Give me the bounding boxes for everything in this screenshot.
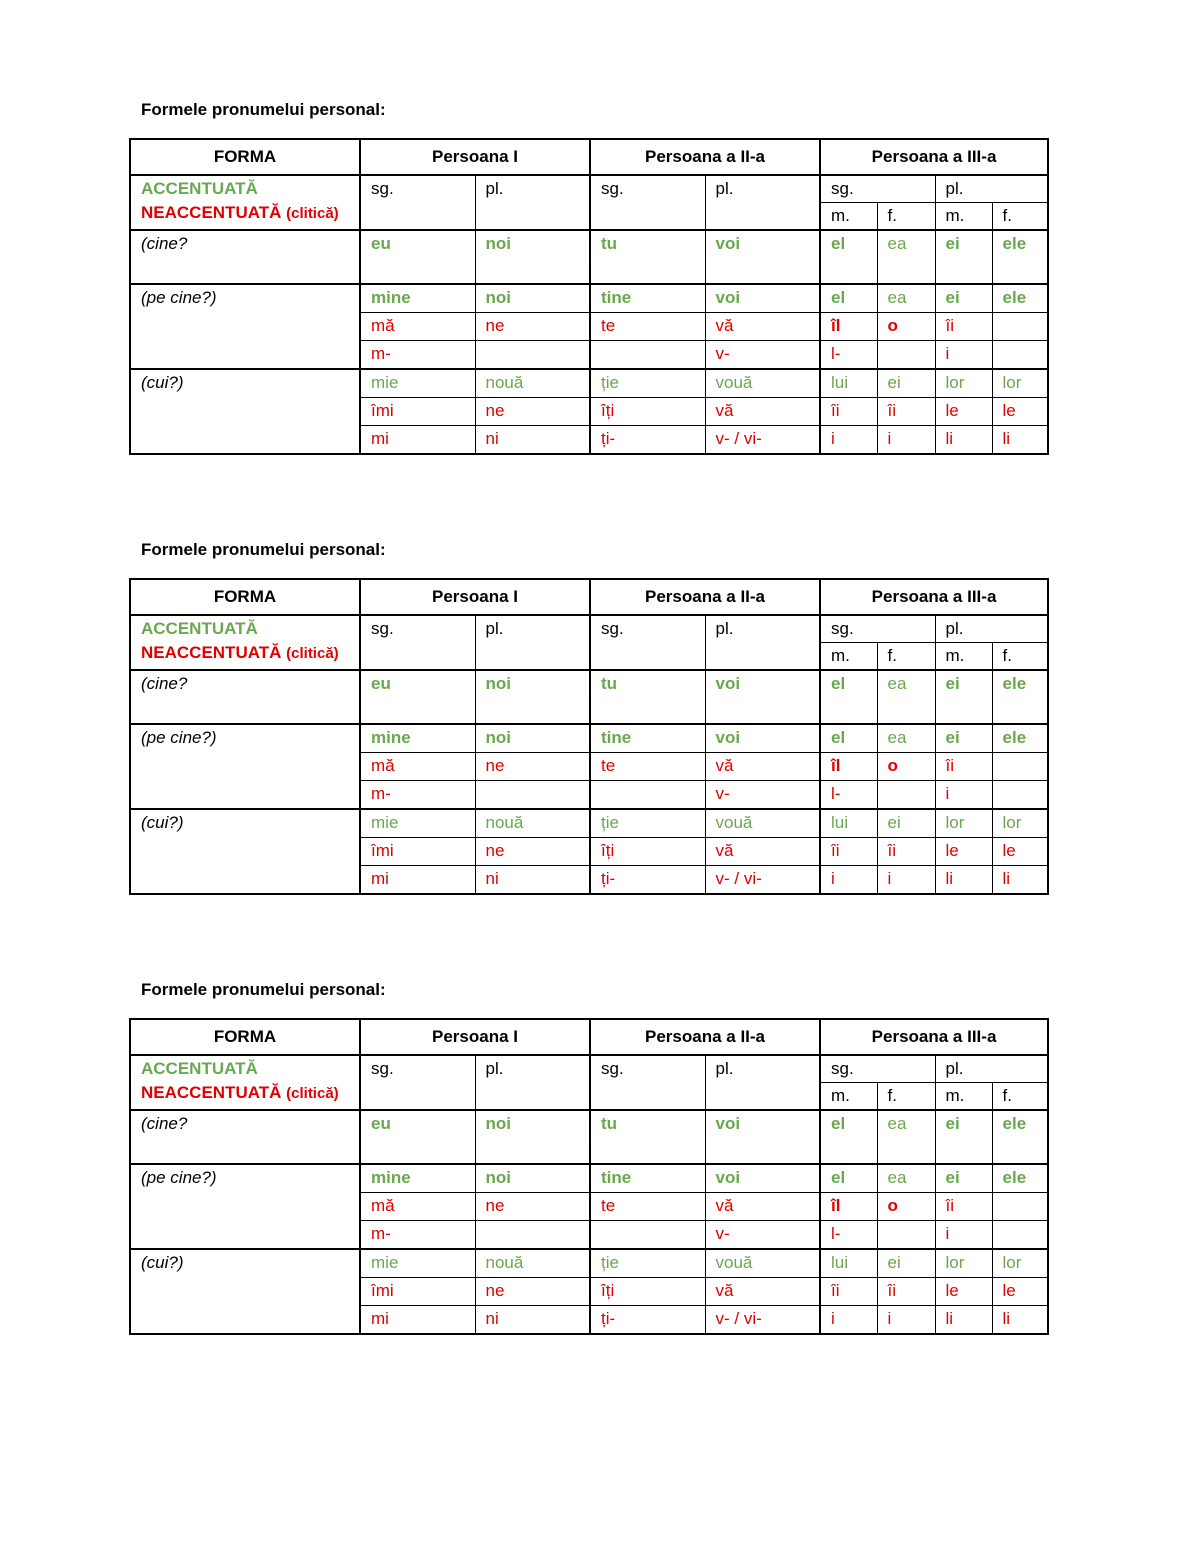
header-forma: FORMA: [130, 139, 360, 175]
gender-f-pl: f.: [992, 643, 1048, 671]
number-pl-p1: pl.: [475, 175, 590, 230]
pronoun-table: [129, 138, 1049, 455]
pronoun-cell: mă: [360, 1193, 475, 1221]
pronoun-cell: îi: [820, 398, 877, 426]
pronoun-cell: li: [935, 1306, 992, 1335]
pronoun-cell: el: [820, 1164, 877, 1193]
pronoun-cell: nouă: [475, 369, 590, 398]
label-neaccentuata: [141, 203, 349, 224]
number-sg-p2: sg.: [590, 615, 705, 670]
pronoun-cell: noi: [475, 670, 590, 724]
pronoun-cell: te: [590, 313, 705, 341]
pronoun-cell: lor: [992, 809, 1048, 838]
pronoun-cell: ni: [475, 426, 590, 455]
pronoun-cell: voi: [705, 724, 820, 753]
pronoun-cell: m-: [360, 1221, 475, 1250]
row-cine: [130, 1110, 1048, 1164]
pronoun-cell: l-: [820, 341, 877, 370]
pronoun-cell: ei: [877, 809, 935, 838]
pronoun-cell: mi: [360, 866, 475, 895]
pronoun-cell: vă: [705, 1193, 820, 1221]
pronoun-cell: vă: [705, 313, 820, 341]
pronoun-cell: vă: [705, 838, 820, 866]
section-title: Formele pronumelui personal:: [141, 100, 386, 119]
forma-legend: [130, 175, 360, 230]
pronoun-cell: ni: [475, 866, 590, 895]
label-neaccentuata-text: NEACCENTUATĂ: [141, 1083, 282, 1102]
pronoun-cell: mine: [360, 724, 475, 753]
pronoun-cell: tu: [590, 230, 705, 284]
pronoun-cell: [992, 1193, 1048, 1221]
row-pe-cine-accentuata: [130, 1164, 1048, 1193]
pronoun-cell: el: [820, 284, 877, 313]
pronoun-cell: mine: [360, 284, 475, 313]
pronoun-cell: mie: [360, 809, 475, 838]
pronoun-cell: [992, 1221, 1048, 1250]
number-row: [130, 615, 1048, 643]
pronoun-cell: i: [877, 426, 935, 455]
pronoun-cell: ele: [992, 724, 1048, 753]
header-forma: FORMA: [130, 579, 360, 615]
pronoun-cell: i: [877, 866, 935, 895]
pronoun-table: [129, 578, 1049, 895]
pronoun-cell: tu: [590, 1110, 705, 1164]
pronoun-cell: voi: [705, 284, 820, 313]
pronoun-cell: ei: [877, 369, 935, 398]
pronoun-cell: [992, 313, 1048, 341]
pronoun-cell: ne: [475, 1278, 590, 1306]
number-pl-p2: pl.: [705, 615, 820, 670]
section-title: Formele pronumelui personal:: [141, 980, 386, 999]
gender-m-sg: m.: [820, 1083, 877, 1111]
pronoun-cell: îl: [820, 313, 877, 341]
pronoun-cell: vouă: [705, 1249, 820, 1278]
number-pl-p3: pl.: [935, 615, 1048, 643]
number-sg-p3: sg.: [820, 1055, 935, 1083]
header-forma: FORMA: [130, 1019, 360, 1055]
label-clitica: (clitică): [286, 645, 339, 662]
number-sg-p3: sg.: [820, 615, 935, 643]
pronoun-cell: ne: [475, 1193, 590, 1221]
pronoun-cell: ea: [877, 230, 935, 284]
pronoun-cell: vă: [705, 1278, 820, 1306]
number-pl-p1: pl.: [475, 1055, 590, 1110]
pronoun-cell: v- / vi-: [705, 866, 820, 895]
question-pe-cine: (pe cine?): [130, 1164, 360, 1249]
question-cui: (cui?): [130, 1249, 360, 1334]
pronoun-cell: voi: [705, 1110, 820, 1164]
pronoun-cell: i: [935, 1221, 992, 1250]
question-pe-cine: (pe cine?): [130, 284, 360, 369]
header-row: [130, 1019, 1048, 1055]
pronoun-cell: le: [992, 838, 1048, 866]
gender-f-pl: f.: [992, 1083, 1048, 1111]
pronoun-cell: ne: [475, 838, 590, 866]
label-neaccentuata: [141, 643, 349, 664]
header-persoana-2: Persoana a II-a: [590, 579, 820, 615]
label-neaccentuata: [141, 1083, 349, 1104]
header-row: [130, 139, 1048, 175]
pronoun-cell: lor: [992, 369, 1048, 398]
number-row: [130, 1055, 1048, 1083]
number-pl-p2: pl.: [705, 175, 820, 230]
question-pe-cine: (pe cine?): [130, 724, 360, 809]
pronoun-cell: noi: [475, 724, 590, 753]
number-sg-p1: sg.: [360, 175, 475, 230]
pronoun-table: [129, 1018, 1049, 1335]
gender-m-pl: m.: [935, 1083, 992, 1111]
pronoun-cell: lor: [935, 809, 992, 838]
pronoun-cell: ne: [475, 398, 590, 426]
forma-legend: [130, 615, 360, 670]
label-neaccentuata-text: NEACCENTUATĂ: [141, 203, 282, 222]
pronoun-cell: îți: [590, 398, 705, 426]
header-persoana-1: Persoana I: [360, 139, 590, 175]
pronoun-cell: mi: [360, 426, 475, 455]
pronoun-cell: noi: [475, 1110, 590, 1164]
pronoun-cell: îi: [877, 1278, 935, 1306]
question-cui: (cui?): [130, 809, 360, 894]
pronoun-cell: mie: [360, 369, 475, 398]
pronoun-cell: m-: [360, 341, 475, 370]
row-pe-cine-accentuata: [130, 284, 1048, 313]
number-sg-p2: sg.: [590, 175, 705, 230]
pronoun-cell: noi: [475, 284, 590, 313]
pronoun-cell: ți-: [590, 866, 705, 895]
number-pl-p3: pl.: [935, 1055, 1048, 1083]
number-sg-p3: sg.: [820, 175, 935, 203]
pronoun-cell: [877, 1221, 935, 1250]
number-row: [130, 175, 1048, 203]
pronoun-cell: mie: [360, 1249, 475, 1278]
pronoun-cell: ea: [877, 1164, 935, 1193]
number-pl-p2: pl.: [705, 1055, 820, 1110]
pronoun-cell: o: [877, 1193, 935, 1221]
number-sg-p1: sg.: [360, 615, 475, 670]
pronoun-cell: v- / vi-: [705, 1306, 820, 1335]
pronoun-cell: ei: [935, 1164, 992, 1193]
number-sg-p1: sg.: [360, 1055, 475, 1110]
pronoun-cell: îi: [935, 313, 992, 341]
pronoun-cell: ți-: [590, 426, 705, 455]
forma-legend: [130, 1055, 360, 1110]
label-accentuata: ACCENTUATĂ: [141, 1059, 258, 1078]
pronoun-cell: tine: [590, 284, 705, 313]
pronoun-cell: vouă: [705, 369, 820, 398]
pronoun-cell: nouă: [475, 809, 590, 838]
pronoun-cell: mine: [360, 1164, 475, 1193]
pronoun-cell: i: [820, 426, 877, 455]
row-cui-accentuata: [130, 809, 1048, 838]
pronoun-cell: tine: [590, 1164, 705, 1193]
pronoun-cell: îmi: [360, 1278, 475, 1306]
pronoun-cell: le: [992, 398, 1048, 426]
pronoun-cell: ei: [935, 670, 992, 724]
pronoun-cell: ei: [935, 724, 992, 753]
pronoun-cell: îi: [935, 753, 992, 781]
pronoun-cell: îl: [820, 753, 877, 781]
pronoun-cell: li: [935, 866, 992, 895]
pronoun-cell: v-: [705, 781, 820, 810]
pronoun-cell: ți-: [590, 1306, 705, 1335]
pronoun-cell: îți: [590, 1278, 705, 1306]
pronoun-cell: te: [590, 753, 705, 781]
pronoun-cell: îmi: [360, 398, 475, 426]
gender-f-pl: f.: [992, 203, 1048, 231]
gender-m-pl: m.: [935, 203, 992, 231]
pronoun-cell: v-: [705, 1221, 820, 1250]
header-persoana-1: Persoana I: [360, 579, 590, 615]
pronoun-cell: m-: [360, 781, 475, 810]
pronoun-cell: ni: [475, 1306, 590, 1335]
pronoun-cell: ție: [590, 369, 705, 398]
pronoun-cell: el: [820, 670, 877, 724]
pronoun-cell: lui: [820, 1249, 877, 1278]
label-accentuata: ACCENTUATĂ: [141, 619, 258, 638]
pronoun-cell: ea: [877, 724, 935, 753]
pronoun-cell: îi: [820, 1278, 877, 1306]
pronoun-cell: ne: [475, 753, 590, 781]
question-cine: (cine?: [130, 1110, 360, 1164]
row-cui-accentuata: [130, 369, 1048, 398]
question-cine: (cine?: [130, 230, 360, 284]
header-persoana-1: Persoana I: [360, 1019, 590, 1055]
label-accentuata: ACCENTUATĂ: [141, 179, 258, 198]
pronoun-cell: voi: [705, 670, 820, 724]
gender-m-pl: m.: [935, 643, 992, 671]
pronoun-cell: nouă: [475, 1249, 590, 1278]
row-cine: [130, 670, 1048, 724]
pronoun-cell: ea: [877, 1110, 935, 1164]
row-pe-cine-accentuata: [130, 724, 1048, 753]
pronoun-cell: [877, 781, 935, 810]
pronoun-cell: l-: [820, 781, 877, 810]
pronoun-cell: tu: [590, 670, 705, 724]
pronoun-cell: li: [935, 426, 992, 455]
header-row: [130, 579, 1048, 615]
gender-f-sg: f.: [877, 1083, 935, 1111]
pronoun-cell: li: [992, 426, 1048, 455]
gender-m-sg: m.: [820, 203, 877, 231]
pronoun-cell: voi: [705, 1164, 820, 1193]
pronoun-cell: vă: [705, 398, 820, 426]
pronoun-cell: li: [992, 866, 1048, 895]
pronoun-cell: îți: [590, 838, 705, 866]
pronoun-cell: le: [935, 1278, 992, 1306]
pronoun-cell: noi: [475, 1164, 590, 1193]
header-persoana-3: Persoana a III-a: [820, 579, 1048, 615]
pronoun-cell: voi: [705, 230, 820, 284]
pronoun-cell: ne: [475, 313, 590, 341]
pronoun-cell: li: [992, 1306, 1048, 1335]
label-neaccentuata-text: NEACCENTUATĂ: [141, 643, 282, 662]
row-cine: [130, 230, 1048, 284]
row-cui-accentuata: [130, 1249, 1048, 1278]
pronoun-cell: [877, 341, 935, 370]
pronoun-cell: [992, 781, 1048, 810]
gender-m-sg: m.: [820, 643, 877, 671]
pronoun-cell: vă: [705, 753, 820, 781]
pronoun-cell: îi: [820, 838, 877, 866]
pronoun-cell: ei: [935, 1110, 992, 1164]
pronoun-cell: eu: [360, 230, 475, 284]
header-persoana-2: Persoana a II-a: [590, 139, 820, 175]
pronoun-cell: [992, 753, 1048, 781]
label-clitica: (clitică): [286, 1085, 339, 1102]
header-persoana-3: Persoana a III-a: [820, 1019, 1048, 1055]
pronoun-cell: [475, 781, 590, 810]
pronoun-cell: îl: [820, 1193, 877, 1221]
pronoun-cell: te: [590, 1193, 705, 1221]
pronoun-cell: i: [820, 866, 877, 895]
pronoun-cell: ele: [992, 284, 1048, 313]
pronoun-cell: o: [877, 313, 935, 341]
pronoun-cell: [590, 1221, 705, 1250]
pronoun-cell: tine: [590, 724, 705, 753]
number-pl-p3: pl.: [935, 175, 1048, 203]
pronoun-cell: eu: [360, 1110, 475, 1164]
pronoun-cell: ele: [992, 230, 1048, 284]
pronoun-cell: îi: [877, 398, 935, 426]
pronoun-cell: le: [992, 1278, 1048, 1306]
gender-f-sg: f.: [877, 643, 935, 671]
pronoun-cell: ție: [590, 809, 705, 838]
pronoun-cell: mă: [360, 313, 475, 341]
pronoun-cell: [475, 341, 590, 370]
header-persoana-3: Persoana a III-a: [820, 139, 1048, 175]
pronoun-cell: le: [935, 838, 992, 866]
pronoun-cell: îi: [935, 1193, 992, 1221]
pronoun-cell: ei: [877, 1249, 935, 1278]
number-pl-p1: pl.: [475, 615, 590, 670]
pronoun-cell: el: [820, 1110, 877, 1164]
pronoun-cell: ele: [992, 670, 1048, 724]
pronoun-cell: lor: [935, 1249, 992, 1278]
gender-f-sg: f.: [877, 203, 935, 231]
pronoun-cell: îmi: [360, 838, 475, 866]
pronoun-cell: lor: [992, 1249, 1048, 1278]
pronoun-cell: i: [820, 1306, 877, 1335]
pronoun-cell: mi: [360, 1306, 475, 1335]
pronoun-cell: v- / vi-: [705, 426, 820, 455]
pronoun-cell: ei: [935, 230, 992, 284]
pronoun-cell: l-: [820, 1221, 877, 1250]
pronoun-cell: v-: [705, 341, 820, 370]
pronoun-cell: [992, 341, 1048, 370]
pronoun-cell: el: [820, 724, 877, 753]
pronoun-cell: ție: [590, 1249, 705, 1278]
pronoun-cell: i: [877, 1306, 935, 1335]
pronoun-cell: [475, 1221, 590, 1250]
pronoun-cell: ele: [992, 1110, 1048, 1164]
pronoun-cell: le: [935, 398, 992, 426]
pronoun-cell: ea: [877, 284, 935, 313]
pronoun-cell: i: [935, 341, 992, 370]
number-sg-p2: sg.: [590, 1055, 705, 1110]
pronoun-cell: lui: [820, 369, 877, 398]
pronoun-cell: ei: [935, 284, 992, 313]
pronoun-cell: mă: [360, 753, 475, 781]
pronoun-cell: el: [820, 230, 877, 284]
pronoun-cell: lui: [820, 809, 877, 838]
pronoun-cell: i: [935, 781, 992, 810]
question-cui: (cui?): [130, 369, 360, 454]
pronoun-cell: eu: [360, 670, 475, 724]
pronoun-cell: vouă: [705, 809, 820, 838]
header-persoana-2: Persoana a II-a: [590, 1019, 820, 1055]
pronoun-cell: lor: [935, 369, 992, 398]
section-title: Formele pronumelui personal:: [141, 540, 386, 559]
pronoun-cell: [590, 781, 705, 810]
pronoun-cell: noi: [475, 230, 590, 284]
pronoun-cell: ea: [877, 670, 935, 724]
question-cine: (cine?: [130, 670, 360, 724]
pronoun-cell: ele: [992, 1164, 1048, 1193]
label-clitica: (clitică): [286, 205, 339, 222]
pronoun-cell: o: [877, 753, 935, 781]
pronoun-cell: îi: [877, 838, 935, 866]
pronoun-cell: [590, 341, 705, 370]
